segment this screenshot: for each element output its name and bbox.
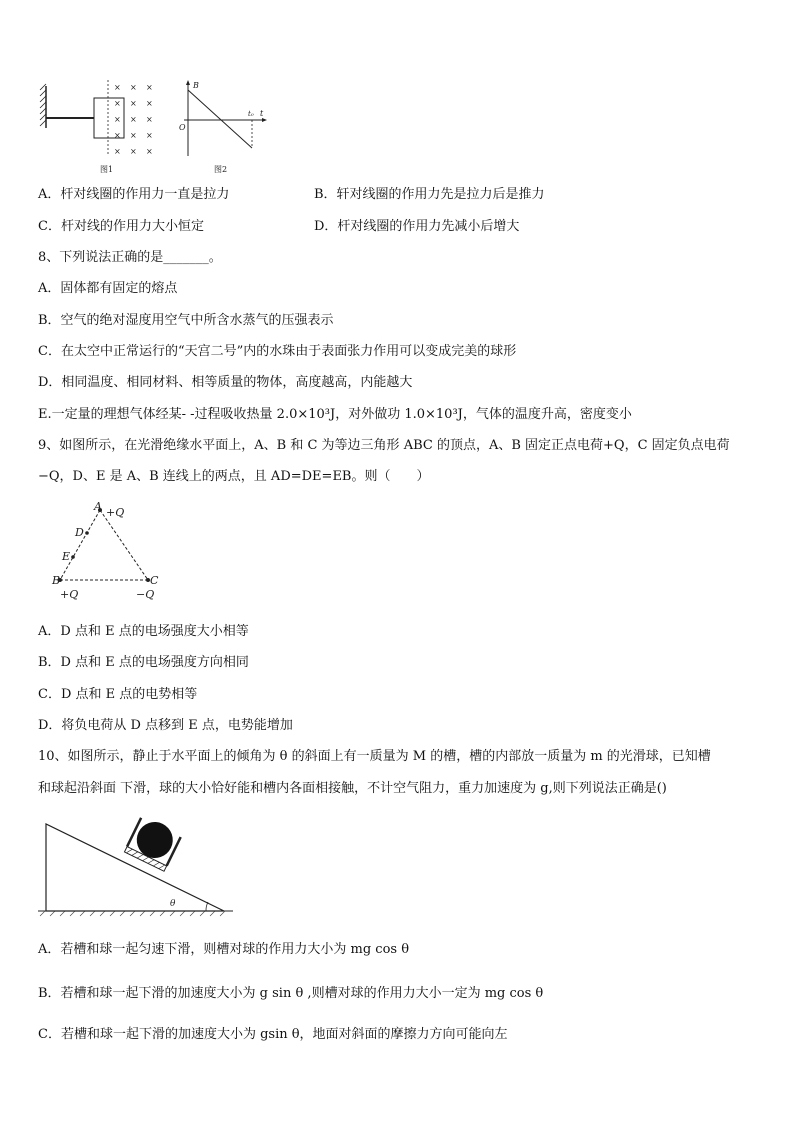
- fig2-caption: 图2: [214, 165, 228, 174]
- q8-stem: 8、下列说法正确的是_______。: [38, 250, 222, 265]
- svg-text:×: ×: [146, 115, 153, 124]
- q7-option-c: C．杆对线的作用力大小恒定: [38, 219, 204, 234]
- q7-option-b: B．轩对线圈的作用力先是拉力后是推力: [314, 187, 545, 202]
- q9-triangle-figure: [38, 500, 168, 605]
- svg-text:×: ×: [114, 83, 121, 92]
- point-E-label: E: [62, 550, 71, 563]
- svg-text:×: ×: [114, 131, 121, 140]
- svg-text:×: ×: [130, 131, 137, 140]
- t0-label: t₀: [248, 110, 254, 118]
- svg-text:×: ×: [130, 99, 137, 108]
- q8-option-d: D．相同温度、相同材料、相等质量的物体，高度越高，内能越大: [38, 375, 413, 390]
- theta-label: θ: [170, 899, 176, 909]
- svg-text:×: ×: [146, 147, 153, 156]
- figure-top: [38, 76, 288, 176]
- q9-stem-line2: −Q，D、E 是 A、B 连线上的两点，且 AD=DE=EB。则（ ）: [38, 469, 430, 484]
- q8-option-c: C．在太空中正常运行的“天宫二号”内的水珠由于表面张力作用可以变成完美的球形: [38, 344, 517, 359]
- axis-t-label: t: [260, 109, 264, 118]
- charge-A-label: +Q: [106, 506, 125, 519]
- q10-stem-line1: 10、如图所示，静止于水平面上的倾角为 θ 的斜面上有一质量为 M 的槽，槽的内部放一质量为 m 的光滑球，已知槽: [38, 749, 711, 764]
- axis-B-label: B: [193, 81, 199, 90]
- q9-option-c: C．D 点和 E 点的电势相等: [38, 687, 198, 702]
- charge-C-label: −Q: [136, 588, 155, 601]
- svg-text:×: ×: [146, 83, 153, 92]
- fig1-caption: 图1: [100, 165, 114, 174]
- point-D-label: D: [75, 526, 84, 539]
- svg-text:×: ×: [130, 115, 137, 124]
- vertex-C-label: C: [150, 574, 159, 587]
- q10-stem-line2: 和球起沿斜面 下滑，球的大小恰好能和槽内各面相接触，不计空气阻力，重力加速度为 g,则下列说法正确是(): [38, 781, 667, 796]
- q10-incline-figure: [38, 810, 238, 920]
- svg-text:×: ×: [114, 99, 121, 108]
- axis-O-label: O: [179, 123, 186, 132]
- q7-option-d: D．杆对线圈的作用力先减小后增大: [314, 219, 520, 234]
- vertex-A-label: A: [94, 500, 102, 513]
- q10-option-b: B．若槽和球一起下滑的加速度大小为 g sin θ ,则槽对球的作用力大小一定为 mg cos θ: [38, 986, 544, 1001]
- svg-text:×: ×: [114, 147, 121, 156]
- vertex-B-label: B: [52, 574, 61, 587]
- q8-option-e: E.一定量的理想气体经某- -过程吸收热量 2.0×10³J，对外做功 1.0×10³J，气体的温度升高，密度变小: [38, 407, 632, 422]
- q9-option-d: D．将负电荷从 D 点移到 E 点，电势能增加: [38, 718, 293, 733]
- svg-text:×: ×: [114, 115, 121, 124]
- svg-text:×: ×: [130, 147, 137, 156]
- q8-option-a: A．固体都有固定的熔点: [38, 281, 178, 296]
- q10-option-a: A．若槽和球一起匀速下滑，则槽对球的作用力大小为 mg cos θ: [38, 942, 410, 957]
- svg-text:×: ×: [146, 99, 153, 108]
- q9-option-a: A．D 点和 E 点的电场强度大小相等: [38, 624, 249, 639]
- q8-option-b: B．空气的绝对湿度用空气中所含水蒸气的压强表示: [38, 313, 334, 328]
- q9-stem-line1: 9、如图所示，在光滑绝缘水平面上，A、B 和 C 为等边三角形 ABC 的顶点，A、B 固定正点电荷+Q，C 固定负点电荷: [38, 438, 730, 453]
- q10-option-c: C．若槽和球一起下滑的加速度大小为 gsin θ，地面对斜面的摩擦力方向可能向左: [38, 1027, 508, 1042]
- q9-option-b: B．D 点和 E 点的电场强度方向相同: [38, 655, 249, 670]
- q7-option-a: A．杆对线圈的作用力一直是拉力: [38, 187, 230, 202]
- svg-text:×: ×: [130, 83, 137, 92]
- charge-B-label: +Q: [60, 588, 79, 601]
- svg-text:×: ×: [146, 131, 153, 140]
